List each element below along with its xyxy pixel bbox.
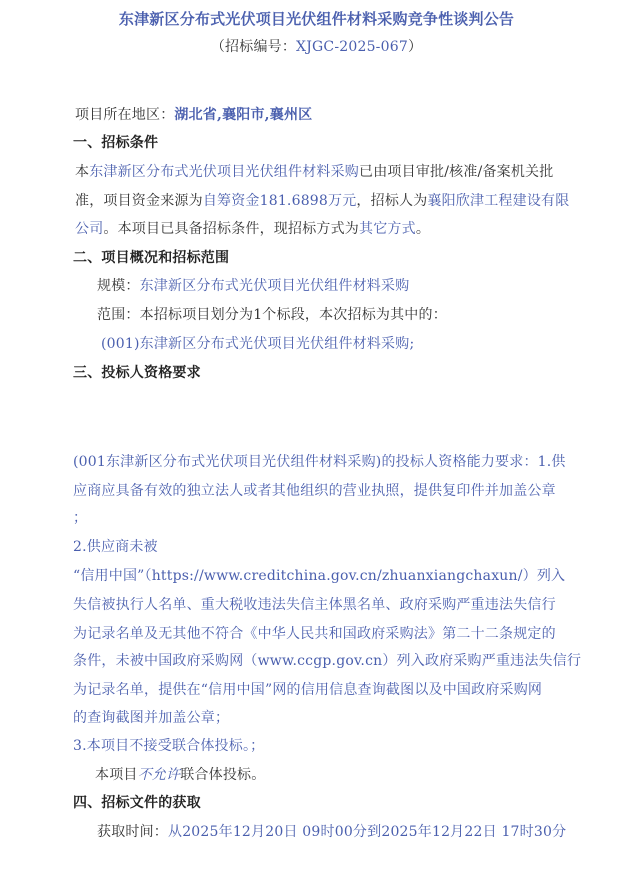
time-label: 获取时间：	[97, 824, 168, 840]
requirement-line: 的查询截图并加盖公章；	[73, 710, 230, 726]
consortium-value: 不允许	[137, 767, 181, 783]
requirement-line: 应商应具备有效的独立法人或者其他组织的营业执照，提供复印件并加盖公章	[73, 483, 556, 499]
text: ，招标人为	[356, 193, 428, 209]
bid-number: XJGC-2025-067	[296, 39, 408, 55]
requirement-line: ；	[73, 510, 88, 526]
text: 准，项目资金来源为	[75, 193, 203, 209]
bid-number-line	[0, 37, 633, 57]
bid-method: 其它方式	[359, 221, 416, 237]
page-title: 东津新区分布式光伏项目光伏组件材料采购竞争性谈判公告	[118, 10, 515, 28]
section-heading-2: 二、项目概况和招标范围	[73, 250, 230, 266]
requirement-line: 失信被执行人名单、重大税收违法失信主体黑名单、政府采购严重违法失信行	[73, 597, 556, 613]
range-line: 范围：本招标项目划分为1个标段，本次招标为其中的：	[97, 307, 447, 323]
requirement-line: 2.供应商未被	[73, 539, 158, 555]
project-name: 东津新区分布式光伏项目光伏组件材料采购	[89, 164, 360, 180]
region-value: 湖北省,襄阳市,襄州区	[174, 107, 313, 123]
tenderer-name-cont: 公司	[75, 221, 104, 237]
section-heading-4: 四、招标文件的获取	[73, 795, 201, 811]
time-line	[97, 822, 566, 842]
lot-line: (001)东津新区分布式光伏项目光伏组件材料采购;	[101, 336, 415, 352]
consortium-line	[95, 765, 265, 785]
para-line	[75, 162, 553, 182]
text: 。	[415, 221, 431, 237]
para-line	[75, 191, 569, 211]
subtitle-prefix: （招标编号：	[210, 39, 297, 55]
region-line	[75, 105, 312, 125]
text: 。本项目已具备招标条件，现招标方式为	[103, 221, 360, 237]
requirement-line: 为记录名单及无其他不符合《中华人民共和国政府采购法》第二十二条规定的	[73, 626, 556, 642]
requirement-line: “信用中国”（https://www.creditchina.gov.cn/zhuanxiangchaxun/）列入	[73, 568, 566, 584]
requirement-line: 3.本项目不接受联合体投标。；	[73, 738, 265, 754]
tenderer-name: 襄阳欣津工程建设有限	[427, 193, 570, 209]
fund-source: 自筹资金181.6898万元	[202, 193, 357, 209]
text: 本项目	[95, 767, 138, 783]
subtitle-suffix: ）	[407, 39, 423, 55]
text: 已由项目审批/核准/备案机关批	[359, 164, 554, 180]
text: 联合体投标。	[180, 767, 266, 783]
text: 本	[75, 164, 90, 180]
section-heading-3: 三、投标人资格要求	[73, 365, 201, 381]
section-heading-1: 一、招标条件	[73, 135, 159, 151]
time-value: 从2025年12月20日 09时00分到2025年12月22日 17时30分	[168, 824, 567, 840]
region-label: 项目所在地区：	[75, 107, 175, 123]
requirement-line: 为记录名单，提供在“信用中国”网的信用信息查询截图以及中国政府采购网	[73, 682, 543, 698]
requirement-line: 条件，未被中国政府采购网（www.ccgp.gov.cn）列入政府采购严重违法失信行	[73, 653, 582, 669]
scale-line	[97, 276, 409, 296]
para-line	[75, 219, 430, 239]
scale-label: 规模：	[97, 278, 140, 294]
requirement-line: (001东津新区分布式光伏项目光伏组件材料采购)的投标人资格能力要求：1.供	[73, 454, 566, 470]
scale-value: 东津新区分布式光伏项目光伏组件材料采购	[139, 278, 410, 294]
